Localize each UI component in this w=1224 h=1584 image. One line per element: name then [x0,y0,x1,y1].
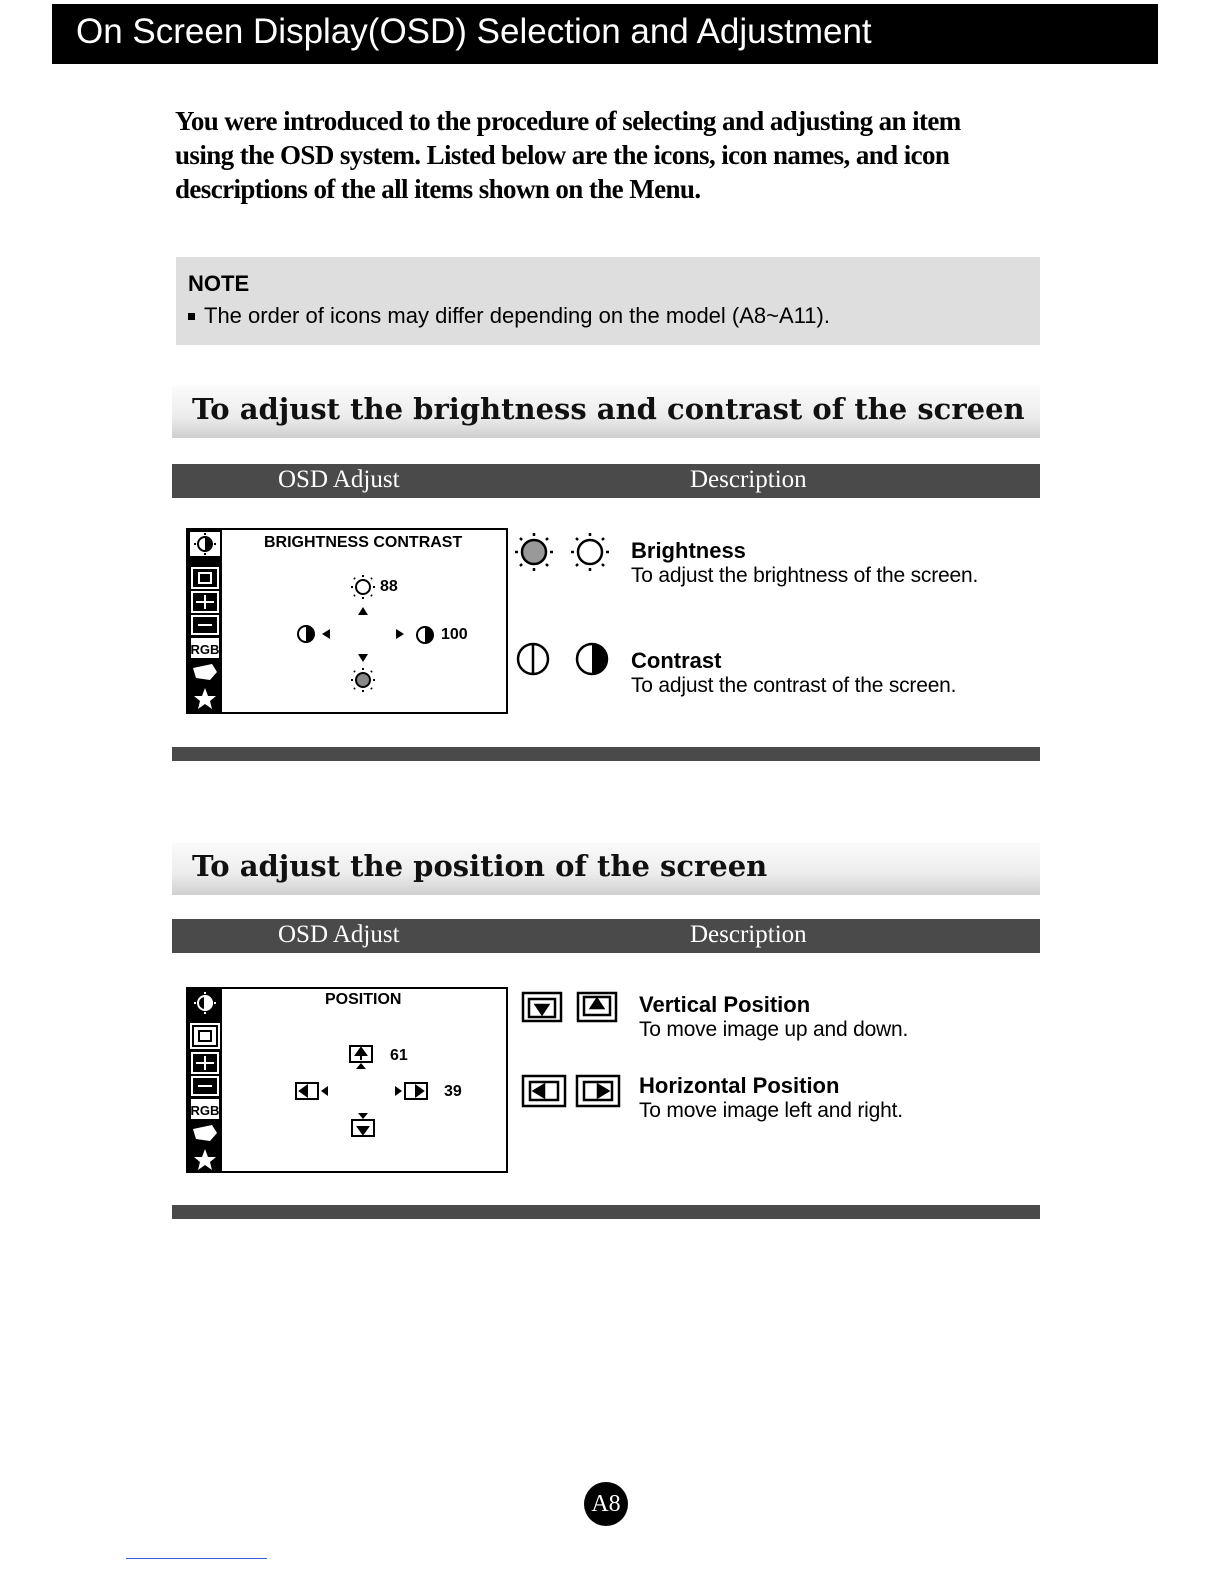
osd-adjust-graphic [188,530,508,714]
brightness-description: To adjust the brightness of the screen. [631,564,979,587]
table-header [172,464,1040,498]
brightness-name: Brightness [631,538,746,563]
section-header-brightness-contrast [172,386,1040,438]
arrow-left-icon [322,629,330,639]
column-osd-adjust: OSD Adjust [278,921,400,948]
rgb-menu-icon: RGB [190,642,220,657]
table-header [172,919,1040,953]
arrow-right-icon [396,629,404,639]
vertical-position-description: To move image up and down. [639,1018,909,1041]
vertical-position-name: Vertical Position [639,992,811,1017]
column-description: Description [690,921,807,948]
note-box [176,257,1040,345]
contrast-up-icon [577,644,607,674]
bullet-icon [188,313,195,320]
brightness-down-icon [515,533,553,571]
contrast-value: 100 [441,626,468,643]
column-description: Description [690,466,807,493]
description-icons-position [516,986,628,1112]
contrast-full-icon [417,627,433,643]
column-osd-adjust: OSD Adjust [278,466,400,493]
page-title: On Screen Display(OSD) Selection and Adjustment [76,12,872,51]
note-text: The order of icons may differ depending on the model (A8~A11). [204,303,830,328]
sun-filled-icon [351,668,375,692]
contrast-half-icon [298,626,314,642]
vertical-position-item [639,992,908,1042]
horizontal-position-item [639,1073,903,1123]
sun-outline-icon [351,575,375,599]
note-text-row [188,303,830,329]
vertical-value: 61 [390,1047,408,1064]
description-icons-brightness-contrast [510,528,620,688]
section-divider [172,747,1040,761]
contrast-item [631,648,956,698]
section-header-position [172,843,1040,895]
brightness-value: 88 [380,578,398,595]
contrast-description: To adjust the contrast of the screen. [631,674,957,697]
vertical-up-icon [350,1046,372,1069]
osd-position-graphic [188,989,508,1173]
vertical-up-position-icon [578,993,616,1021]
section-heading: To adjust the brightness and contrast of the screen [192,392,1025,426]
horizontal-right-icon [395,1083,427,1099]
footer-line [126,1558,267,1559]
osd-label-position: POSITION [325,991,402,1008]
section-divider [172,1205,1040,1219]
osd-menu-position [186,987,508,1173]
note-title: NOTE [188,271,250,296]
horizontal-position-description: To move image left and right. [639,1099,903,1122]
horizontal-left-position-icon [523,1076,565,1106]
vertical-down-icon [352,1113,374,1136]
contrast-name: Contrast [631,648,722,673]
osd-label-brightness: BRIGHTNESS [264,534,369,551]
arrow-down-icon [358,654,368,662]
rgb-menu-icon: RGB [190,1103,220,1118]
horizontal-right-position-icon [577,1076,619,1106]
osd-menu-brightness-contrast [186,528,508,714]
brightness-up-icon [571,533,609,571]
contrast-down-icon [518,644,548,674]
horizontal-position-name: Horizontal Position [639,1073,840,1098]
page-number: A8 [584,1482,628,1526]
horizontal-left-icon [296,1083,328,1099]
vertical-down-position-icon [523,993,561,1021]
arrow-up-icon [358,607,368,615]
intro-paragraph: You were introduced to the procedure of selecting and adjusting an item using the OSD system. Listed below are the icons, icon names, and icon descriptions of the all items shown on the Menu. [175,106,961,204]
brightness-item [631,538,978,588]
horizontal-value: 39 [444,1083,462,1100]
osd-label-contrast: CONTRAST [373,534,463,551]
section-heading: To adjust the position of the screen [192,849,768,883]
